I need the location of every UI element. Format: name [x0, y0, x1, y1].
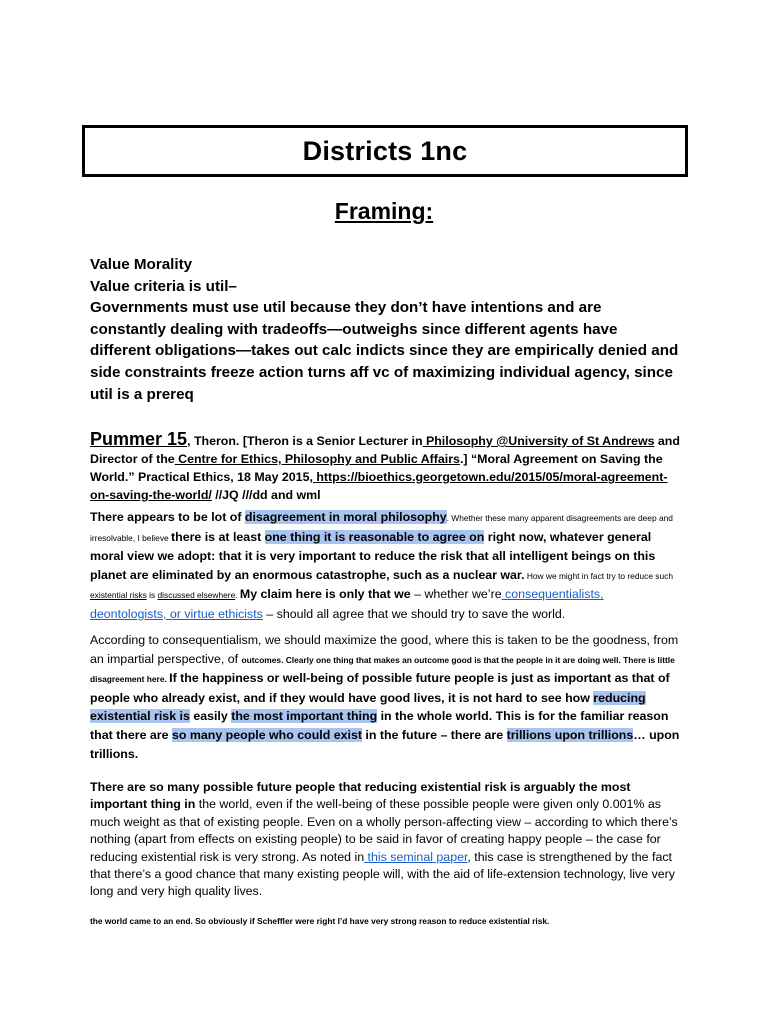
paragraph-2: [90, 631, 680, 763]
text-run: easily: [189, 709, 232, 724]
criteria-line: Value criteria is util–: [90, 277, 237, 295]
underlined-text: existential risks: [90, 590, 147, 601]
paragraph-1: [90, 508, 680, 624]
cite-text: .] “Moral Agreement on Saving the World.” Practical Ethics, 18 May 2015,: [90, 452, 663, 484]
framing-block: [90, 254, 680, 405]
small-text: .: [235, 590, 240, 601]
text-run: – should all agree that we should try to save the world.: [262, 606, 566, 621]
cite-text: and Director of the: [90, 434, 680, 466]
text-run: the world, even if the well-being of these possible people were given only 0.001% as much weight as that of existing people. Even on a wholly person-affecting view – according to which there’s nothing (apart from effects on existing people) to be said in favor of creating happy people – the case for reducing existential risk is very strong. As noted in: [90, 797, 678, 864]
claim-paragraph: Governments must use util because they don’t have intentions and are constantly dealing with tradeoffs—outweighs since different agents have different obligations—takes out calc indicts since they are empirically denied and side constraints freeze action turns aff vc of maximizing individual agency, since util is a prereq: [90, 299, 679, 403]
text-run: … upon trillions.: [90, 727, 680, 761]
paragraph-4: the world came to an end. So obviously if Scheffler were right I’d have very strong reason to reduce existential risk.: [90, 916, 550, 926]
cite-author: Pummer 15: [90, 429, 188, 449]
text-run: , this case is strengthened by the fact that there’s a good chance that many existing people will, with the aid of life-extension technology, live very long and very high quality lives.: [90, 849, 675, 899]
cite-url[interactable]: https://bioethics.georgetown.edu/2015/05/moral-agreement-on-saving-the-world/: [90, 470, 668, 502]
document-title: Districts 1nc: [302, 135, 468, 166]
highlight-text: so many people who could exist: [171, 727, 362, 742]
text-run: in the whole world: [377, 709, 489, 724]
cite-link-philosophy[interactable]: Philosophy @University of St Andrews: [422, 434, 655, 448]
text-run: There are so many possible future people that reducing existential risk is arguably the most important thing in: [90, 780, 631, 812]
title-box: [82, 125, 688, 177]
cite-text: //JQ ///dd and wml: [211, 488, 321, 502]
paragraph-3: [90, 779, 680, 901]
small-text: . Whether these many apparent disagreements are deep and irresolvable, I believe: [90, 513, 673, 543]
highlight-text: the most important thing: [231, 709, 378, 724]
value-line: Value Morality: [90, 256, 193, 273]
underlined-text: discussed elsewhere: [157, 590, 236, 601]
text-run: right now, whatever general moral view we adopt: that it is very important to reduce the risk that all intelligent beings on this planet are eliminated by an enormous catastrophe, such as a nuclear war.: [90, 529, 656, 582]
highlight-text: disagreement in moral philosophy: [244, 510, 447, 524]
highlight-text: trillions upon trillions: [506, 727, 634, 742]
small-text: How we might in fact try to reduce such: [524, 570, 674, 581]
text-run: If the happiness or well-being of possible future people is just as important as that of people who already exist, and if they would have good lives, it is not hard to see how: [90, 671, 670, 705]
seminal-paper-link[interactable]: this seminal paper: [364, 849, 468, 864]
small-text: outcomes. Clearly one thing that makes an outcome good is that the people in it are doing well. There is little disagreement here.: [90, 654, 675, 685]
citation: [90, 430, 680, 504]
text-run: My claim here is only that we: [239, 587, 411, 602]
highlight-text: one thing it is reasonable to agree on: [264, 529, 485, 544]
cite-text: , Theron. [Theron is a Senior Lecturer in: [187, 434, 423, 448]
cite-link-centre[interactable]: Centre for Ethics, Philosophy and Public Affairs: [174, 452, 460, 466]
text-run: there is at least: [171, 529, 265, 544]
text-run: in the future – there are: [361, 727, 507, 742]
highlight-text: reducing existential risk is: [90, 690, 646, 724]
small-text: is: [146, 590, 158, 601]
framing-heading: Framing:: [334, 198, 434, 224]
text-run: . This is for the familiar reason that there are: [90, 709, 669, 742]
text-run: – whether we’re: [410, 587, 502, 602]
text-run: According to consequentialism, we should maximize the good, where this is taken to be the goodness, from an impartial perspective, of: [90, 633, 679, 666]
text-run: There appears to be lot of: [90, 510, 245, 524]
ethicists-link[interactable]: consequentialists, deontologists, or virtue ethicists: [90, 587, 604, 621]
